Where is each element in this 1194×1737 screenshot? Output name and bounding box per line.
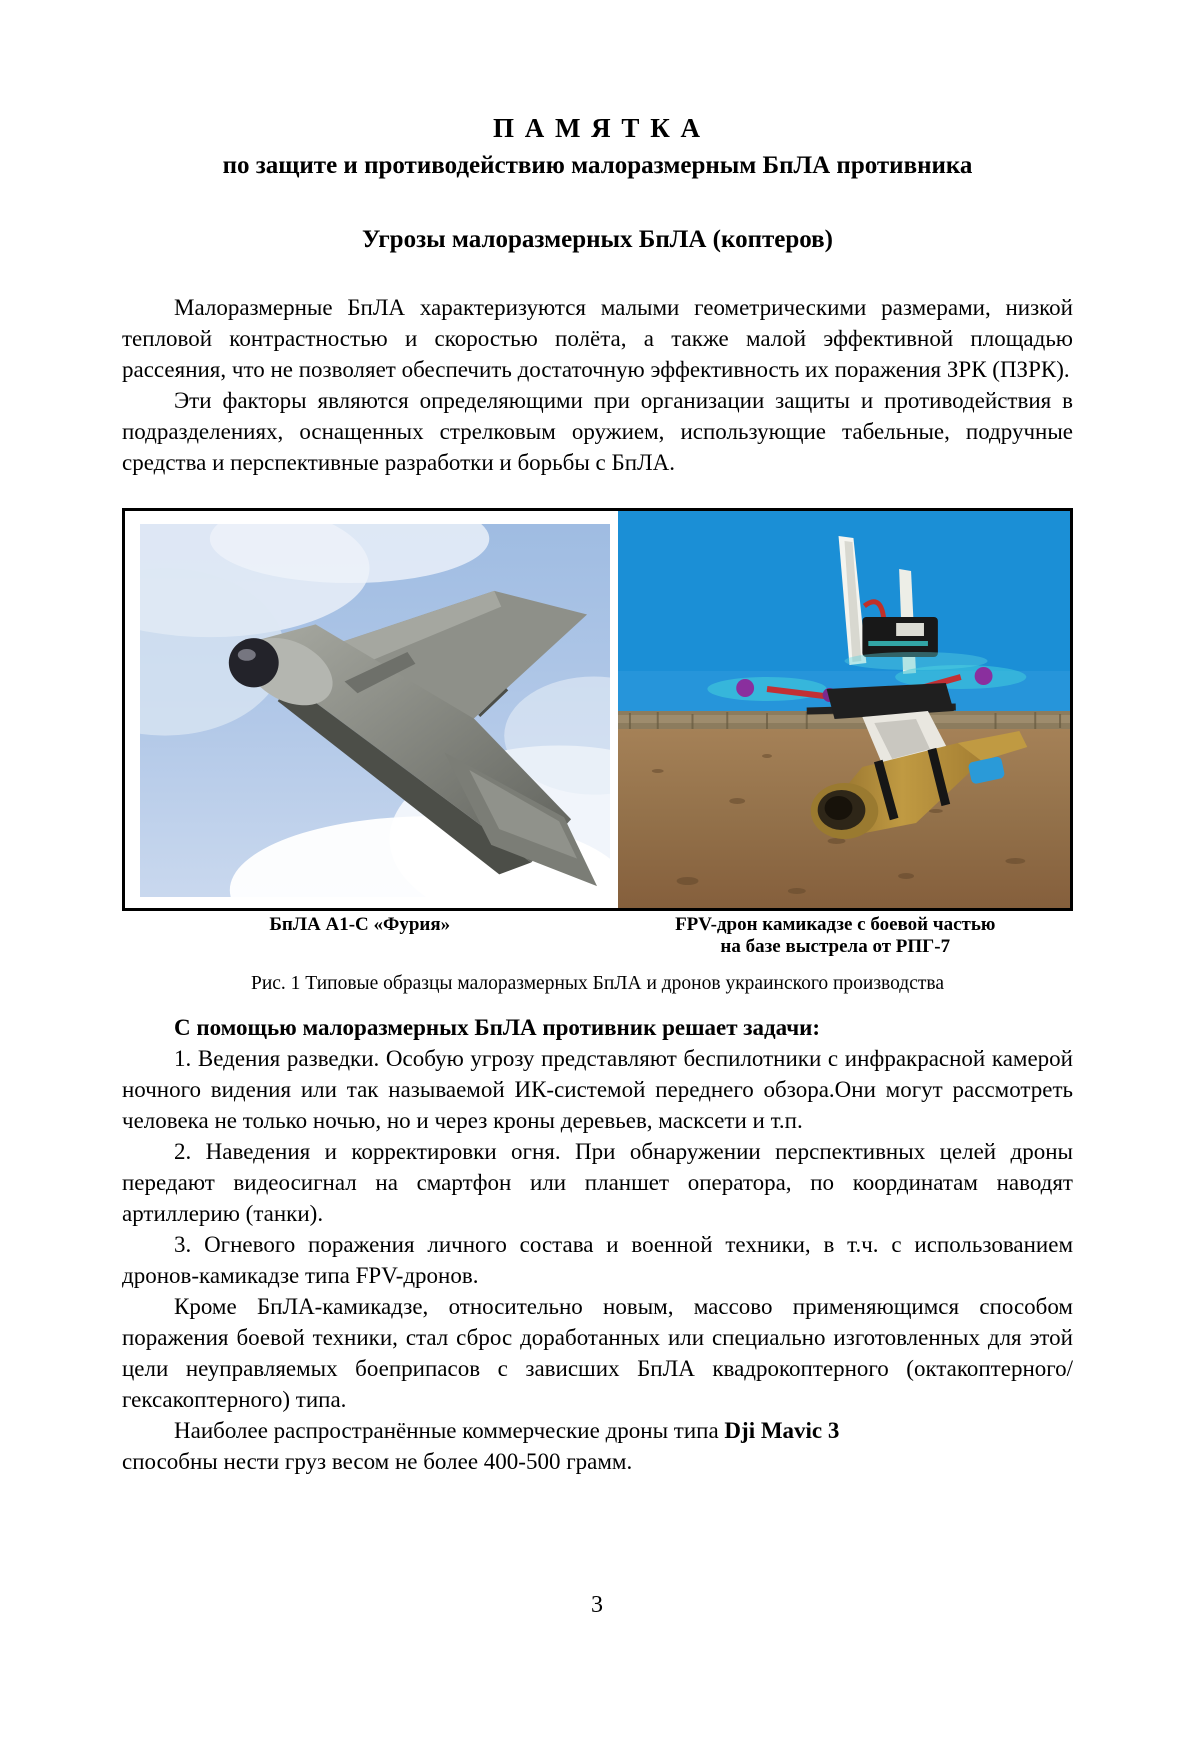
paragraph-intro-1: Малоразмерные БпЛА характеризуются малыми геометрическими размерами, низкой тепловой контрастностью и скоростью полёта, а также малой эффективной площадью рассеяния, что не позволяет обеспечить достаточную эффективность их поражения ЗРК (ПЗРК). <box>122 295 1073 382</box>
mavic-bold: Dji Mavic 3 <box>724 1418 840 1443</box>
caption-right-line2: на базе выстрела от РПГ-7 <box>720 936 951 957</box>
task-3: 3. Огневого поражения личного состава и военной техники, в т.ч. с использованием дронов-камикадзе типа FPV-дронов. <box>122 1232 1073 1288</box>
page-title: П А М Я Т К А <box>492 113 703 143</box>
paragraph-mavic <box>122 1415 1073 1477</box>
figure-frame <box>122 508 1073 911</box>
page-subtitle: по защите и противодействию малоразмерным БпЛА противника <box>222 152 973 179</box>
mavic-text: Наиболее распространённые коммерческие дроны типа <box>174 1418 725 1443</box>
mavic-line2: способны нести груз весом не более 400-500 грамм. <box>122 1449 633 1474</box>
paragraph-intro-2: Эти факторы являются определяющими при организации защиты и противодействия в подразделениях, оснащенных стрелковым оружием, использующие табельные, подручные средства и перспективные разработки и борьбы с БпЛА. <box>122 388 1073 475</box>
figure-caption: Рис. 1 Типовые образцы малоразмерных БпЛА и дронов украинского производства <box>250 973 945 994</box>
task-1: 1. Ведения разведки. Особую угрозу представляют беспилотники с инфракрасной камерой ночного видения или так называемой ИК-системой переднего обзора.Они могут рассмотреть человека не только ночью, но и через кроны деревьев, масксети и т.п. <box>122 1046 1073 1133</box>
uav-furia-illustration <box>140 524 610 897</box>
photo-fpv-drone <box>618 511 1070 908</box>
photo-captions <box>122 914 1073 958</box>
section-heading: Угрозы малоразмерных БпЛА (коптеров) <box>362 226 833 253</box>
paragraph-krome: Кроме БпЛА-камикадзе, относительно новым, массово применяющимся способом поражения боевой техники, стал сброс доработанных или специально изготовленных для этой цели неуправляемых боеприпасов с зависших БпЛА квадрокоптерного (октакоптерного/гексакоптерного) типа. <box>122 1294 1073 1412</box>
tasks-heading: С помощью малоразмерных БпЛА противник решает задачи: <box>174 1015 821 1040</box>
intro-block <box>122 292 1073 478</box>
caption-right <box>598 914 1074 958</box>
fpv-drone-illustration <box>618 511 1070 908</box>
photo-uav-furia <box>125 511 618 908</box>
page-number: 3 <box>591 1592 603 1618</box>
task-2: 2. Наведения и корректировки огня. При обнаружении перспективных целей дроны передают видеосигнал на смартфон или планшет оператора, по координатам наводят артиллерию (танки). <box>122 1139 1073 1226</box>
caption-right-line1: FPV-дрон камикадзе с боевой частью <box>675 914 996 935</box>
caption-left: БпЛА А1-С «Фурия» <box>269 914 451 935</box>
